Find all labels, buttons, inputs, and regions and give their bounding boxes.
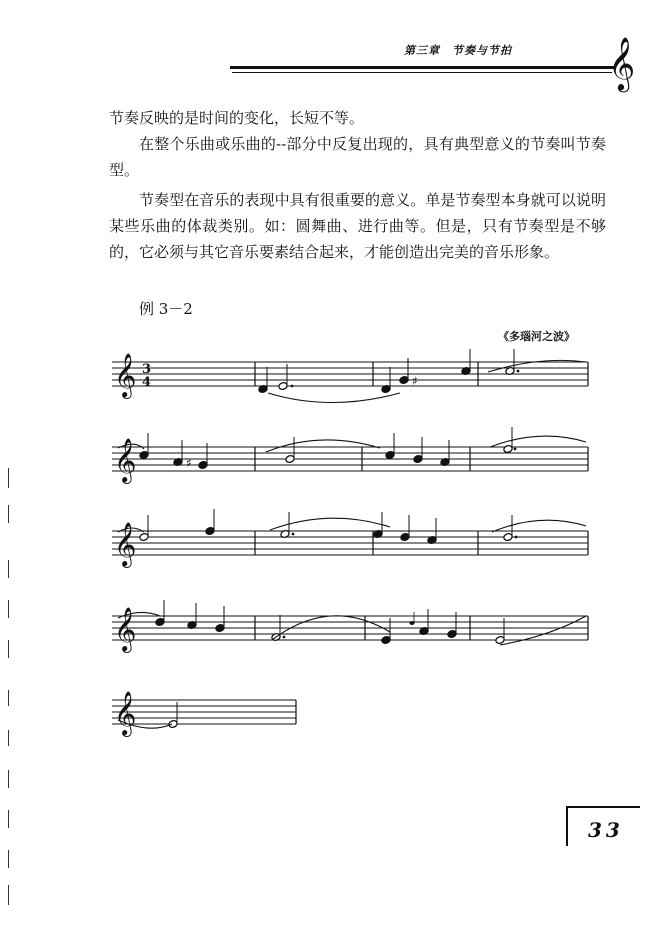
slur [490,436,586,447]
song-title: 《多瑙河之波》 [498,330,575,343]
margin-mark [8,468,9,488]
paragraph-1: 节奏反映的是时间的变化，长短不等。 [109,109,365,127]
sharp-icon: ♯ [412,374,418,388]
slur [270,518,390,530]
treble-clef-icon: 𝄞 [114,438,137,482]
slur [266,440,380,452]
dot [517,370,520,373]
treble-clef-icon: 𝄞 [114,353,137,397]
margin-mark [8,505,9,523]
margin-mark [8,810,9,828]
dot [291,385,294,388]
treble-clef-icon: 𝄞 [114,607,137,651]
running-header: 第三章 节奏与节拍 [404,44,512,57]
margin-mark [8,850,9,868]
example-label: 例 3－2 [139,300,193,318]
dot [283,636,286,639]
margin-mark [8,640,9,658]
dot [292,533,295,536]
treble-clef-icon: 𝄞 [114,522,137,566]
margin-mark [8,730,9,746]
page-number: 33 [588,818,624,842]
dot [514,448,517,451]
paragraph-3: 节奏型在音乐的表现中具有很重要的意义。单是节奏型本身就可以说明某些乐曲的体裁类别。如：圆舞曲、进行曲等。但是，只有节奏型是不够的，它必须与其它音乐要素结合起来，才能创造出完美的音乐形象。 [109,191,606,261]
treble-clef-icon: 𝄞 [114,691,137,735]
treble-clef-icon: 𝄞 [608,36,636,90]
margin-mark [8,600,9,618]
margin-mark [8,885,9,905]
paragraph-2: 在整个乐曲或乐曲的--部分中反复出现的，具有典型意义的节奏叫节奏型。 [109,135,606,179]
margin-mark [8,690,9,706]
slur [492,520,586,532]
sharp-icon: ♯ [186,456,192,470]
time-signature-top: 3 [142,362,152,377]
dot [515,536,518,539]
slur [500,616,586,645]
slur [268,393,400,403]
time-signature-bottom: 4 [142,375,152,390]
margin-mark [8,770,9,788]
margin-mark [8,560,9,578]
